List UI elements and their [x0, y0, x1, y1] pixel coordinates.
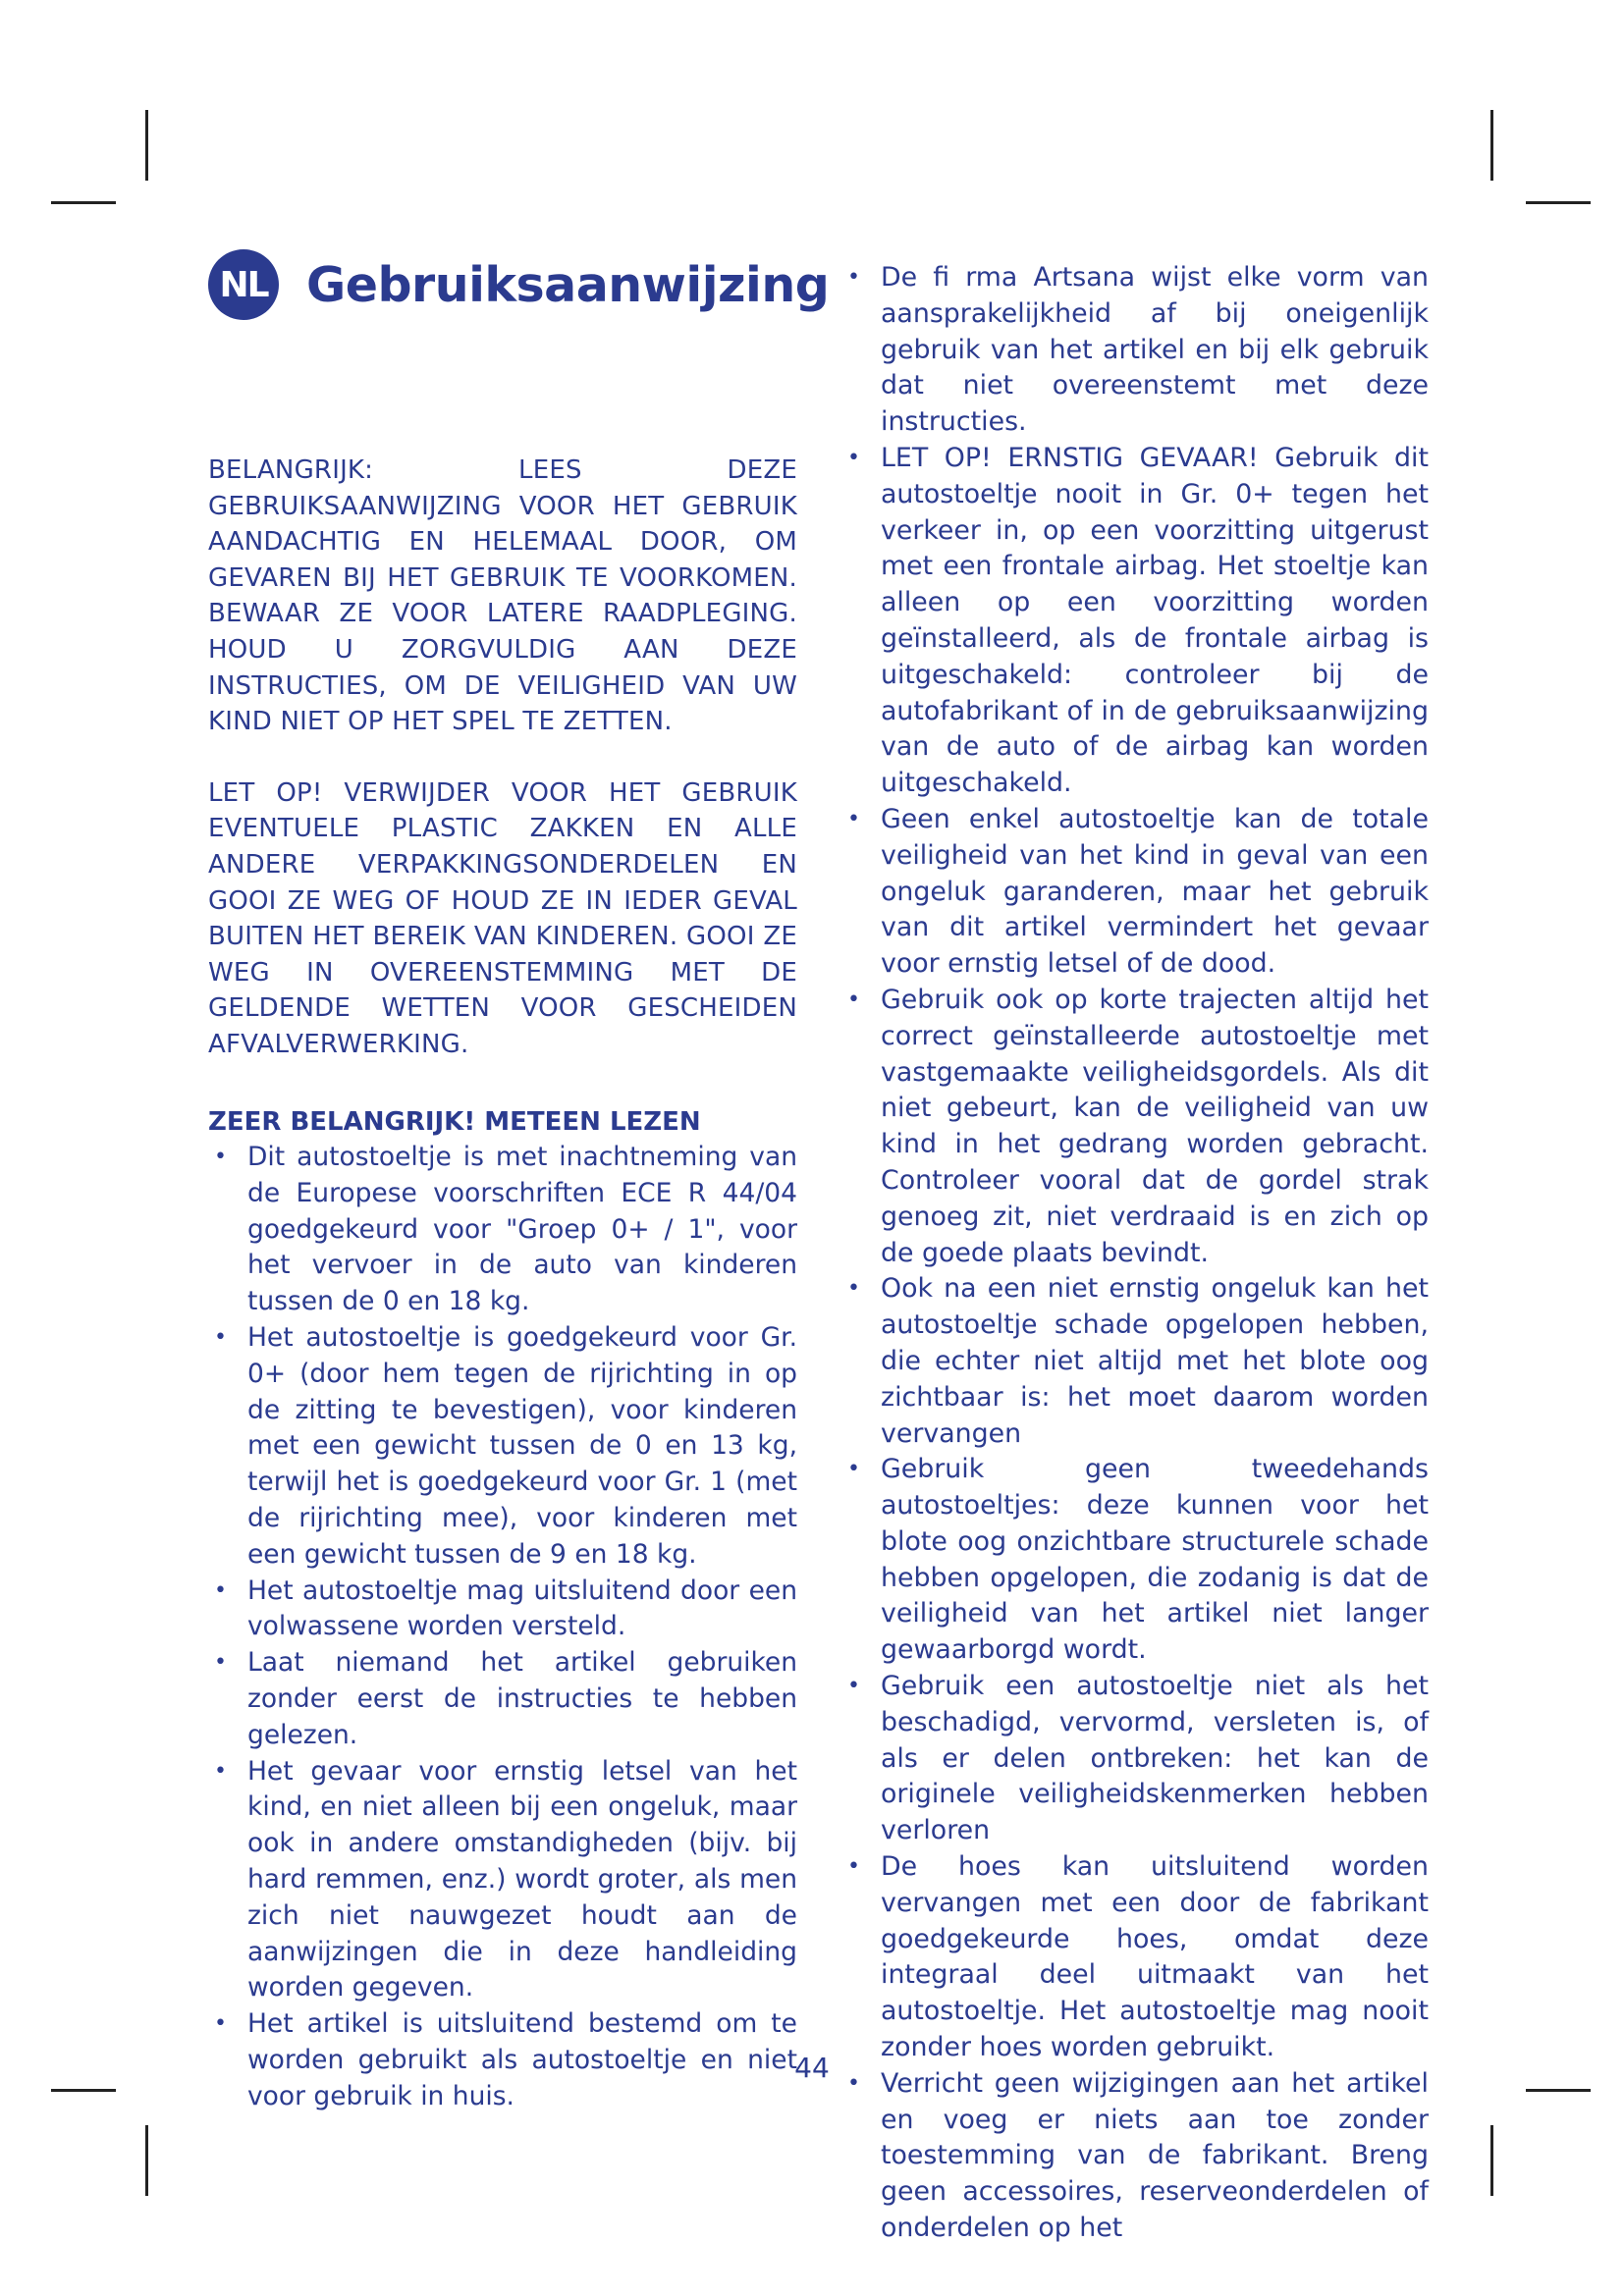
bullet-icon: •	[847, 1854, 860, 1880]
bullet-icon: •	[847, 1457, 860, 1482]
list-item: • LET OP! ERNSTIG GEVAAR! Gebruik dit autostoeltje nooit in Gr. 0+ tegen het verkeer in, op een voorzitting uitgerust met een frontale airbag. Het stoeltje kan alleen op een voorzitting worden geïnstalleerd, als de frontale airbag is uitgeschakeld: controleer bij de autofabrikant of in de gebruiksaanwijzing van de auto of de airbag kan worden uitgeschakeld.	[847, 442, 1429, 799]
instruction-list	[208, 1140, 797, 2115]
section-heading: ZEER BELANGRIJK! METEEN LEZEN	[208, 1106, 701, 1137]
bullet-icon: •	[847, 265, 860, 290]
crop-mark	[51, 201, 116, 204]
intro-paragraph: BELANGRIJK: LEES DEZE GEBRUIKSAANWIJZING VOOR HET GEBRUIK AANDACHTIG EN HELEMAAL DOOR, OM GEVAREN BIJ HET GEBRUIK TE VOORKOMEN. BEWAAR ZE VOOR LATERE RAADPLEGING. HOUD U ZORGVULDIG AAN DEZE INSTRUCTIES, OM DE VEILIGHEID VAN UW KIND NIET OP HET SPEL TE ZETTEN.	[208, 455, 797, 737]
bullet-icon: •	[214, 1145, 227, 1170]
page-number: 44	[794, 2052, 830, 2084]
bullet-icon: •	[847, 806, 860, 831]
list-item: • Verricht geen wijzigingen aan het artikel en voeg er niets aan toe zonder toestemming van de fabrikant. Breng geen accessoires, reserveonderdelen of onderdelen op het	[847, 2067, 1429, 2244]
bullet-icon: •	[847, 1276, 860, 1302]
page-header	[208, 247, 829, 322]
crop-mark	[1490, 110, 1493, 181]
bullet-icon: •	[214, 1577, 227, 1603]
list-item: • Gebruik ook op korte trajecten altijd het correct geïnstalleerde autostoeltje met vastgemaakte veiligheidsgordels. Als dit niet gebeurt, kan de veiligheid van uw kind in het gedrang worden gebracht. Controleer vooral dat de gordel strak genoeg zit, niet verdraaid is en zich op de goede plaats bevindt.	[847, 984, 1429, 1268]
bullet-icon: •	[847, 2070, 860, 2096]
list-item: • De fi rma Artsana wijst elke vorm van aansprakelijkheid af bij oneigenlijk gebruik van het artikel en bij elk gebruik dat niet overeenstemt met deze instructies.	[847, 262, 1429, 438]
list-item: • De hoes kan uitsluitend worden vervangen met een door de fabrikant goedgekeurde hoes, omdat deze integraal deel uitmaakt van het autostoeltje. Het autostoeltje mag nooit zonder hoes worden gebruikt.	[847, 1851, 1429, 2063]
list-item: • Het gevaar voor ernstig letsel van het kind, en niet alleen bij een ongeluk, maar ook in andere omstandigheden (bijv. bij hard remmen, enz.) wordt groter, als men zich niet nauwgezet houdt aan de aanwijzingen die in deze handleiding worden gegeven.	[214, 1755, 797, 2003]
warning-paragraph: LET OP! VERWIJDER VOOR HET GEBRUIK EVENTUELE PLASTIC ZAKKEN EN ALLE ANDERE VERPAKKINGSONDERDELEN EN GOOI ZE WEG OF HOUD ZE IN IEDER GEVAL BUITEN HET BEREIK VAN KINDEREN. GOOI ZE WEG IN OVEREENSTEMMING MET DE GELDENDE WETTEN VOOR GESCHEIDEN AFVALVERWERKING.	[208, 777, 797, 1059]
bullet-icon: •	[847, 1674, 860, 1699]
right-column	[841, 260, 1429, 2247]
crop-mark	[51, 2089, 116, 2092]
instruction-list	[841, 260, 1429, 2247]
bullet-icon: •	[214, 1758, 227, 1784]
list-item: • Geen enkel autostoeltje kan de totale veiligheid van het kind in geval van een ongeluk garanderen, maar het gebruik van dit artikel vermindert het gevaar voor ernstig letsel of de dood.	[847, 803, 1429, 980]
crop-mark	[145, 110, 148, 181]
list-item: • Het artikel is uitsluitend bestemd om te worden gebruikt als autostoeltje en niet voor gebruik in huis.	[214, 2008, 797, 2111]
bullet-icon: •	[214, 1325, 227, 1351]
crop-mark	[145, 2125, 148, 2196]
list-item: • Het autostoeltje mag uitsluitend door een volwassene worden versteld.	[214, 1575, 797, 1642]
crop-mark	[1526, 2089, 1591, 2092]
crop-mark	[1490, 2125, 1493, 2196]
list-item: • Ook na een niet ernstig ongeluk kan het autostoeltje schade opgelopen hebben, die echter niet altijd met het blote oog zichtbaar is: het moet daarom worden vervangen	[847, 1273, 1429, 1449]
bullet-icon: •	[214, 2011, 227, 2037]
list-item: • Laat niemand het artikel gebruiken zonder eerst de instructies te hebben gelezen.	[214, 1647, 797, 1750]
list-item: • Dit autostoeltje is met inachtneming van de Europese voorschriften ECE R 44/04 goedgekeurd voor "Groep 0+ / 1", voor het vervoer in de auto van kinderen tussen de 0 en 18 kg.	[214, 1142, 797, 1317]
left-column	[208, 453, 797, 2115]
list-item: • Gebruik een autostoeltje niet als het beschadigd, vervormd, versleten is, of als er delen ontbreken: het kan de originele veiligheidskenmerken hebben verloren	[847, 1671, 1429, 1846]
crop-mark	[1526, 201, 1591, 204]
page-title: Gebruiksaanwijzing	[306, 256, 830, 313]
bullet-icon: •	[214, 1650, 227, 1676]
language-badge: NL	[208, 249, 279, 320]
list-item: • Gebruik geen tweedehands autostoeltjes: deze kunnen voor het blote oog onzichtbare structurele schade hebben opgelopen, die zodanig is dat de veiligheid van het artikel niet langer gewaarborgd wordt.	[847, 1454, 1429, 1666]
list-item: • Het autostoeltje is goedgekeurd voor Gr. 0+ (door hem tegen de rijrichting in op de zitting te bevestigen), voor kinderen met een gewicht tussen de 0 en 13 kg, terwijl het is goedgekeurd voor Gr. 1 (met de rijrichting mee), voor kinderen met een gewicht tussen de 9 en 18 kg.	[214, 1322, 797, 1570]
bullet-icon: •	[847, 445, 860, 470]
bullet-icon: •	[847, 987, 860, 1012]
